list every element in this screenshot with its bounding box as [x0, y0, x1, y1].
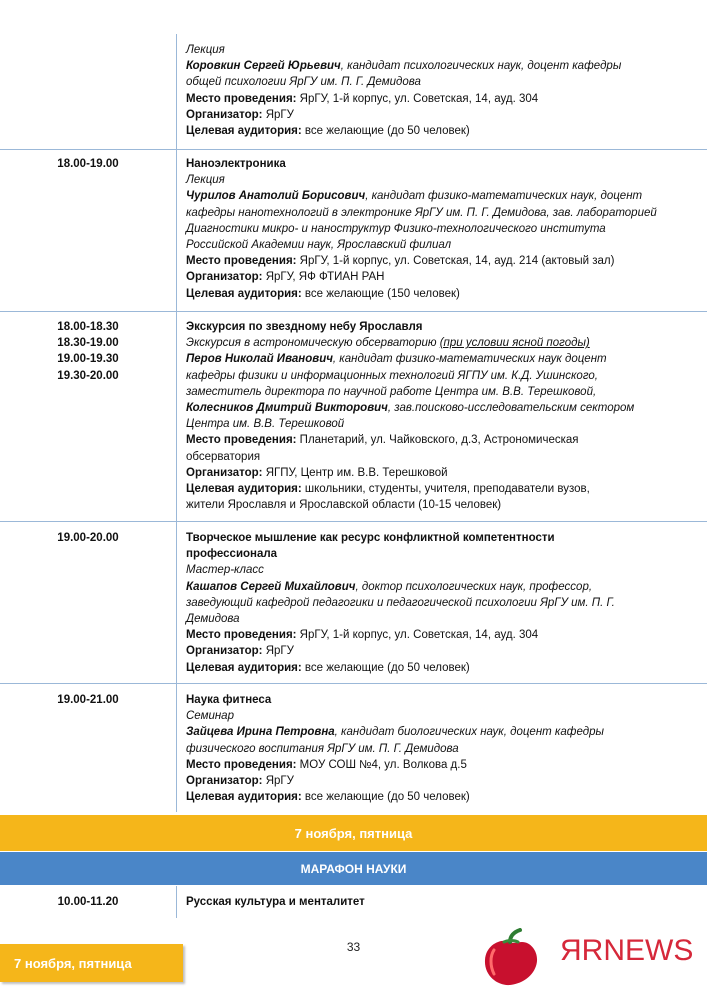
place-label: Место проведения: [186, 758, 297, 771]
organizer-label: Организатор: [186, 645, 263, 658]
event-time: 19.00-21.00 [57, 694, 119, 706]
speaker-name: Зайцева Ирина Петровна [186, 726, 335, 739]
speaker-desc: Демидова [186, 613, 240, 626]
footer-day-tab: 7 ноября, пятница [0, 944, 183, 982]
speaker-desc: Центра им. В.В. Терешковой [186, 418, 345, 431]
event-title: Наука фитнеса [186, 694, 272, 706]
event-details: Наноэлектроника Лекция Чурилов Анатолий Борисович, кандидат физико-математических наук, доцент кафедры нанотехнологий в электронике ЯрГУ им. П. Г. Демидова, зав. лабораторией Диагностики микро- и наноструктур Физико-технологического института Российской Академии наук, Ярославский филиал Место проведения: ЯрГУ, 1-й корпус, ул. Советская, 14, ауд. 214 (актовый зал) Организатор: ЯрГУ, ЯФ ФТИАН РАН Целевая аудитория: все желающие (150 человек) [186, 156, 686, 302]
audience-value: жители Ярославля и Ярославской области (10-15 человек) [186, 499, 502, 512]
audience-label: Целевая аудитория: [186, 661, 302, 674]
speaker-desc: Российской Академии наук, Ярославский филиал [186, 239, 452, 252]
speaker-desc: заместитель директора по научной работе Центра им. В.В. Терешковой, [186, 385, 597, 398]
speaker-desc: общей психологии ЯрГУ им. П. Г. Демидова [186, 76, 421, 89]
speaker-desc: , кандидат психологических наук, доцент кафедры [340, 60, 622, 73]
audience-value: все желающие (до 50 человек) [301, 791, 470, 804]
speaker-desc: физического воспитания ЯрГУ им. П. Г. Демидова [186, 742, 459, 755]
speaker-desc: кафедры нанотехнологий в электронике ЯрГУ им. П. Г. Демидова, зав. лабораторией [186, 206, 657, 219]
speaker-name: Колесников Дмитрий Викторович [186, 402, 388, 415]
page-number: 33 [346, 940, 361, 954]
event-time: 19.00-20.00 [57, 532, 119, 544]
event-title: Наноэлектроника [186, 158, 286, 170]
schedule-row [0, 34, 707, 150]
audience-label: Целевая аудитория: [186, 791, 302, 804]
speaker-name: Перов Николай Иванович [186, 353, 333, 366]
speaker-desc: заведующий кафедрой педагогики и педагогической психологии ЯрГУ им. П. Г. [186, 596, 615, 609]
speaker-name: Кашапов Сергей Михайлович [186, 580, 356, 593]
event-title: Русская культура и менталитет [186, 896, 365, 908]
audience-label: Целевая аудитория: [186, 287, 302, 300]
event-details: Экскурсия по звездному небу Ярославля Экскурсия в астрономическую обсерваторию (при условии ясной погоды) Перов Николай Иванович, кандидат физико-математических наук доцент кафедры физики и информационных технологий ЯГПУ им. К.Д. Ушинского, заместитель директора по научной работе Центра им. В.В. Терешковой, Колесников Дмитрий Викторович, зав.поисково-исследовательским сектором Центра им. В.В. Терешковой Место проведения: Планетарий, ул. Чайковского, д.3, Астрономическая обсерватория Организатор: ЯГПУ, Центр им. В.В. Терешковой Целевая аудитория: школьники, студенты, учителя, преподаватели вузов, жители Ярославля и Ярославской области (10-15 человек) [186, 319, 686, 513]
place-value: ЯрГУ, 1-й корпус, ул. Советская, 14, ауд. 214 (актовый зал) [296, 255, 615, 268]
place-value: МОУ СОШ №4, ул. Волкова д.5 [296, 758, 467, 771]
audience-value: все желающие (150 человек) [301, 287, 460, 300]
organizer-value: ЯрГУ [262, 108, 294, 121]
place-value: Планетарий, ул. Чайковского, д.3, Астрономическая [296, 434, 579, 447]
day-header-band: 7 ноября, пятница [0, 815, 707, 851]
organizer-label: Организатор: [186, 775, 263, 788]
schedule-row [0, 150, 707, 312]
event-time: 18.00-18.30 18.30-19.00 19.00-19.30 19.30-20.00 [57, 321, 119, 382]
speaker-name: Коровкин Сергей Юрьевич [186, 60, 341, 73]
event-type: Мастер-класс [186, 564, 264, 577]
audience-label: Целевая аудитория: [186, 125, 302, 138]
place-value: ЯрГУ, 1-й корпус, ул. Советская, 14, ауд. 304 [296, 629, 539, 642]
event-type: Лекция [186, 174, 225, 187]
organizer-value: ЯГПУ, Центр им. В.В. Терешковой [262, 466, 448, 479]
organizer-value: ЯрГУ [262, 645, 294, 658]
place-label: Место проведения: [186, 434, 297, 447]
place-label: Место проведения: [186, 629, 297, 642]
place-label: Место проведения: [186, 92, 297, 105]
audience-value: все желающие (до 50 человек) [301, 661, 470, 674]
organizer-label: Организатор: [186, 271, 263, 284]
event-title: профессионала [186, 548, 278, 561]
speaker-desc: Диагностики микро- и наноструктур Физико-технологического института [186, 222, 606, 235]
organizer-value: ЯрГУ, ЯФ ФТИАН РАН [262, 271, 385, 284]
event-type: Лекция [186, 44, 225, 56]
place-value: обсерватория [186, 450, 261, 463]
event-type: Семинар [186, 710, 234, 723]
organizer-label: Организатор: [186, 466, 263, 479]
event-details: Наука фитнеса Семинар Зайцева Ирина Петровна, кандидат биологических наук, доцент кафедры физического воспитания ЯрГУ им. П. Г. Демидова Место проведения: МОУ СОШ №4, ул. Волкова д.5 Организатор: ЯрГУ Целевая аудитория: все желающие (до 50 человек) [186, 692, 686, 805]
weather-note: (при условии ясной погоды) [439, 337, 590, 350]
event-time: 10.00-11.20 [57, 896, 119, 908]
organizer-value: ЯрГУ [262, 775, 294, 788]
place-label: Место проведения: [186, 255, 297, 268]
event-type: Экскурсия в астрономическую обсерваторию [186, 337, 440, 350]
event-title: Творческое мышление как ресурс конфликтной компетентности [186, 532, 555, 544]
speaker-name: Чурилов Анатолий Борисович [186, 190, 366, 203]
schedule-row [0, 684, 707, 814]
schedule-row [0, 886, 707, 918]
organizer-label: Организатор: [186, 108, 263, 121]
schedule-row [0, 522, 707, 684]
speaker-desc: кафедры физики и информационных технологий ЯГПУ им. К.Д. Ушинского, [186, 369, 598, 382]
audience-value: все желающие (до 50 человек) [301, 125, 470, 138]
schedule-row [0, 312, 707, 522]
event-details: Творческое мышление как ресурс конфликтной компетентности профессионала Мастер-класс Кашапов Сергей Михайлович, доктор психологических наук, профессор, заведующий кафедрой педагогики и педагогической психологии ЯрГУ им. П. Г. Демидова Место проведения: ЯрГУ, 1-й корпус, ул. Советская, 14, ауд. 304 Организатор: ЯрГУ Целевая аудитория: все желающие (до 50 человек) [186, 530, 686, 676]
event-details [186, 42, 686, 139]
section-header-band: МАРАФОН НАУКИ [0, 852, 707, 885]
audience-label: Целевая аудитория: [186, 483, 302, 496]
logo-wordmark: ЯRNEWS [560, 934, 694, 967]
event-time: 18.00-19.00 [57, 158, 119, 170]
audience-value: школьники, студенты, учителя, преподаватели вузов, [301, 483, 590, 496]
event-title: Экскурсия по звездному небу Ярославля [186, 321, 423, 333]
place-value: ЯрГУ, 1-й корпус, ул. Советская, 14, ауд. 304 [296, 92, 539, 105]
